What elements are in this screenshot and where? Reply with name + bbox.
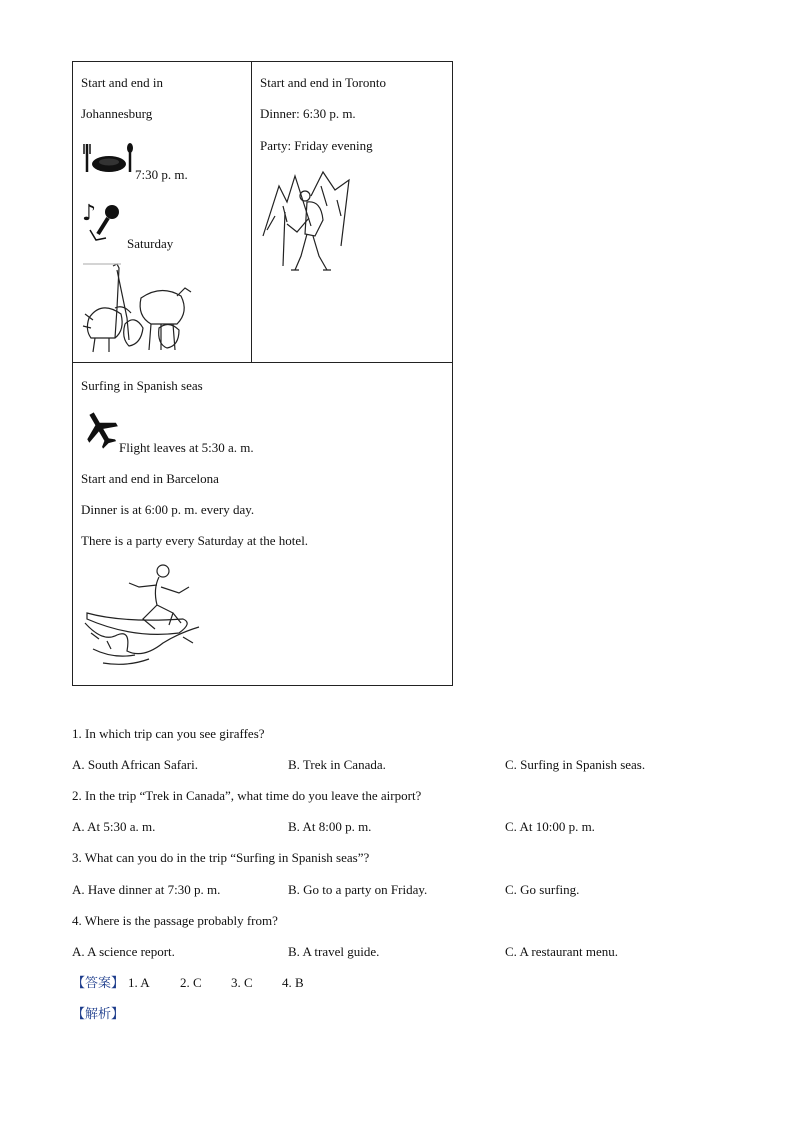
question-2-stem: 2. In the trip “Trek in Canada”, what time do you leave the airport?	[72, 788, 422, 803]
svg-text:♪: ♪	[82, 201, 97, 226]
surfing-party: There is a party every Saturday at the hotel.	[81, 533, 309, 548]
safari-cell	[73, 62, 252, 363]
answer-label: 【答案】	[72, 975, 125, 990]
trek-start-end: Start and end in Toronto	[260, 75, 386, 90]
surfing-flight: Flight leaves at 5:30 a. m.	[119, 440, 254, 455]
dinner-plate-icon	[83, 142, 135, 178]
microphone-music-icon	[82, 200, 130, 244]
trek-party: Party: Friday evening	[260, 138, 373, 153]
question-4-stem: 4. Where is the passage probably from?	[72, 913, 278, 928]
surfer-illustration	[83, 563, 211, 675]
surfing-dinner: Dinner is at 6:00 p. m. every day.	[81, 502, 255, 517]
airplane-icon	[84, 409, 118, 449]
analysis-label: 【解析】	[72, 1006, 125, 1021]
question-1-option-a: A. South African Safari.	[72, 757, 199, 772]
question-3-option-b: B. Go to a party on Friday.	[288, 882, 428, 897]
safari-dinner-time: 7:30 p. m.	[135, 167, 188, 182]
safari-party-day: Saturday	[127, 236, 174, 251]
trip-table	[72, 61, 453, 686]
trek-dinner: Dinner: 6:30 p. m.	[260, 106, 356, 121]
question-4-option-c: C. A restaurant menu.	[505, 944, 619, 959]
surfing-cell	[73, 363, 452, 685]
trek-cell	[252, 62, 452, 363]
safari-animals-illustration	[81, 258, 196, 356]
question-2-option-a: A. At 5:30 a. m.	[72, 819, 156, 834]
hiker-illustration	[261, 166, 351, 278]
surfing-start-end: Start and end in Barcelona	[81, 471, 219, 486]
question-1-stem: 1. In which trip can you see giraffes?	[72, 726, 265, 741]
question-4-option-b: B. A travel guide.	[288, 944, 380, 959]
answer-item: 2. C	[180, 975, 202, 990]
question-4-option-a: A. A science report.	[72, 944, 175, 959]
question-2-option-b: B. At 8:00 p. m.	[288, 819, 372, 834]
safari-start-label: Start and end in	[81, 75, 163, 90]
answer-item: 4. B	[282, 975, 304, 990]
surfing-title: Surfing in Spanish seas	[81, 378, 203, 393]
question-3-stem: 3. What can you do in the trip “Surfing in Spanish seas”?	[72, 850, 370, 865]
question-1-option-b: B. Trek in Canada.	[288, 757, 386, 772]
safari-city: Johannesburg	[81, 106, 153, 121]
question-3-option-c: C. Go surfing.	[505, 882, 580, 897]
answer-item: 3. C	[231, 975, 253, 990]
question-3-option-a: A. Have dinner at 7:30 p. m.	[72, 882, 221, 897]
question-2-option-c: C. At 10:00 p. m.	[505, 819, 595, 834]
answer-item: 1. A	[128, 975, 150, 990]
question-1-option-c: C. Surfing in Spanish seas.	[505, 757, 646, 772]
